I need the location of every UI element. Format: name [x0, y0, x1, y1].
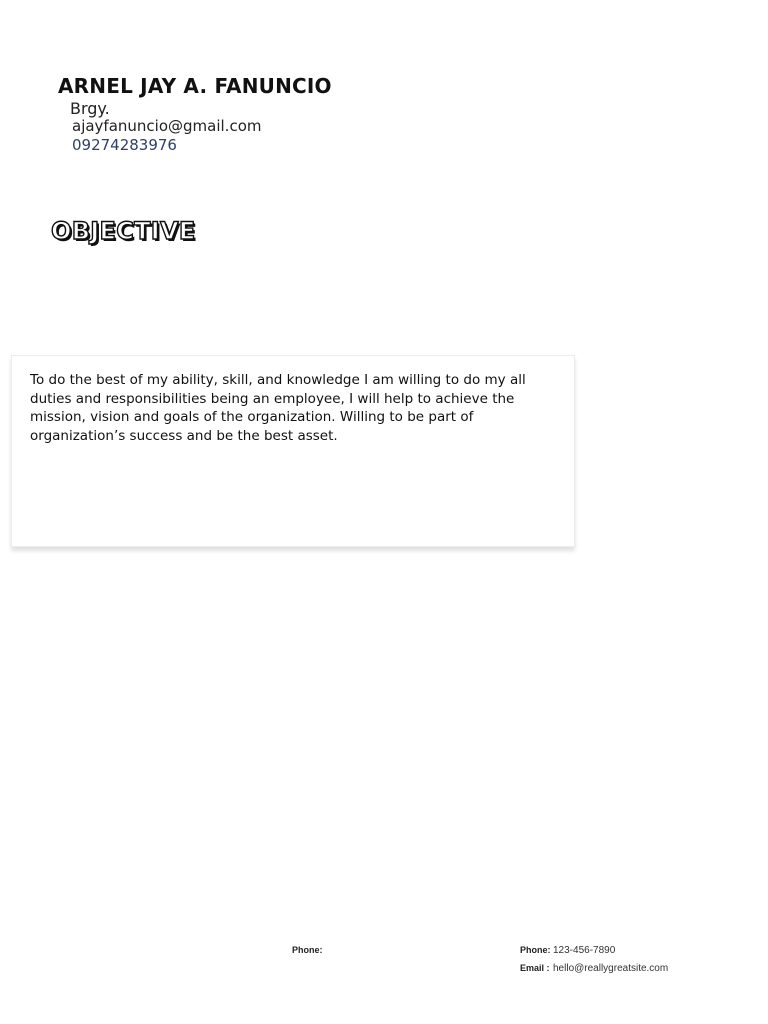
footer-phone-value: 123-456-7890	[553, 945, 616, 956]
phone-number: 09274283976	[72, 136, 177, 154]
footer-email-label: Email :	[520, 963, 550, 973]
email-address: ajayfanuncio@gmail.com	[72, 117, 262, 135]
objective-text: To do the best of my ability, skill, and knowledge I am willing to do my all duties and responsibilities being an employee, I will help to achieve the mission, vision and goals of the organization. Willing to be part of organization’s success and be the best asset.	[30, 372, 526, 444]
footer-phone-label-left: Phone:	[292, 945, 323, 955]
objective-box	[11, 355, 575, 547]
applicant-name: ARNEL JAY A. FANUNCIO	[58, 74, 332, 98]
footer-email-value: hello@reallygreatsite.com	[553, 963, 669, 974]
address: Brgy.	[70, 99, 110, 118]
objective-heading: OBJECTIVE	[51, 217, 196, 245]
footer-phone-label: Phone:	[520, 945, 551, 955]
